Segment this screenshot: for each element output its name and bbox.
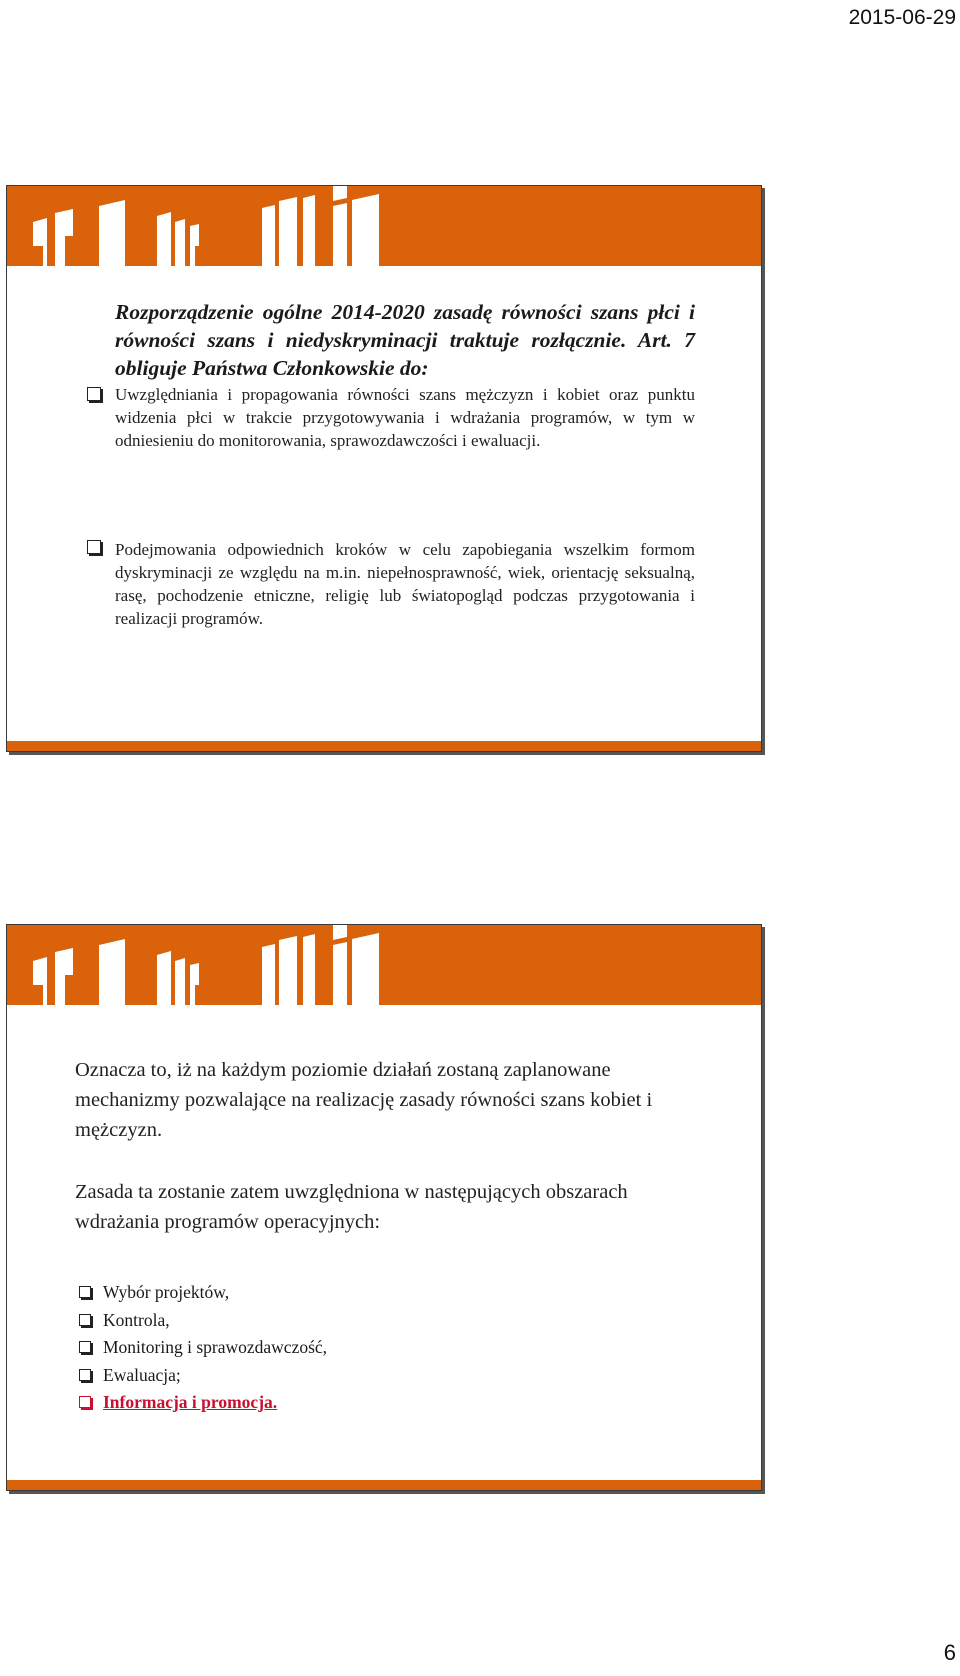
page-number: 6 <box>943 1640 956 1665</box>
list-item: Monitoring i sprawozdawczość, <box>75 1334 327 1362</box>
list-item: Wybór projektów, <box>75 1279 327 1307</box>
logo-pattern-icon <box>7 925 761 1005</box>
checkbox-bullet-icon <box>79 1314 91 1326</box>
list-item: Ewaluacja; <box>75 1362 327 1390</box>
slide-footer-bar <box>7 1480 761 1490</box>
bullet-text: Uwzględniania i propagowania równości szans mężczyzn i kobiet oraz punktu widzenia płci w trakcie przygotowywania i wdrażania programów, w tym w odniesieniu do monitorowania, sprawozdawczości i ewaluacji. <box>115 385 695 450</box>
slide-1 <box>6 185 762 752</box>
list-item-link[interactable]: Informacja i promocja. <box>75 1389 327 1417</box>
checkbox-bullet-icon <box>79 1286 91 1298</box>
logo-pattern-icon <box>7 186 761 266</box>
slide-2 <box>6 924 762 1491</box>
bullet-text: Podejmowania odpowiednich kroków w celu zapobiegania wszelkim formom dyskryminacji ze względu na m.in. niepełnosprawność, wiek, orientację seksualną, rasę, pochodzenie etniczne, religię lub światopogląd podczas przygotowania i realizacji programów. <box>115 540 695 628</box>
area-list <box>75 1279 327 1417</box>
list-item: Kontrola, <box>75 1307 327 1335</box>
paragraph: Oznacza to, iż na każdym poziomie działań zostaną zaplanowane mechanizmy pozwalające na realizację zasady równości szans kobiet i mężczyzn. <box>75 1059 653 1141</box>
paragraph: Zasada ta zostanie zatem uwzględniona w następujących obszarach wdrażania programów operacyjnych: <box>75 1181 628 1233</box>
checkbox-bullet-icon <box>79 1369 91 1381</box>
slide-title: Rozporządzenie ogólne 2014-2020 zasadę równości szans płci i równości szans i niedyskryminacji traktuje rozłącznie. Art. 7 obliguje Państwa Członkowskie do: <box>115 300 695 380</box>
slide-banner <box>7 186 761 266</box>
slide-banner <box>7 925 761 1005</box>
slide-footer-bar <box>7 741 761 751</box>
checkbox-bullet-icon <box>79 1341 91 1353</box>
document-date: 2015-06-29 <box>848 6 956 29</box>
checkbox-bullet-icon <box>87 540 101 554</box>
checkbox-bullet-icon <box>87 387 101 401</box>
checkbox-bullet-icon <box>79 1396 91 1408</box>
